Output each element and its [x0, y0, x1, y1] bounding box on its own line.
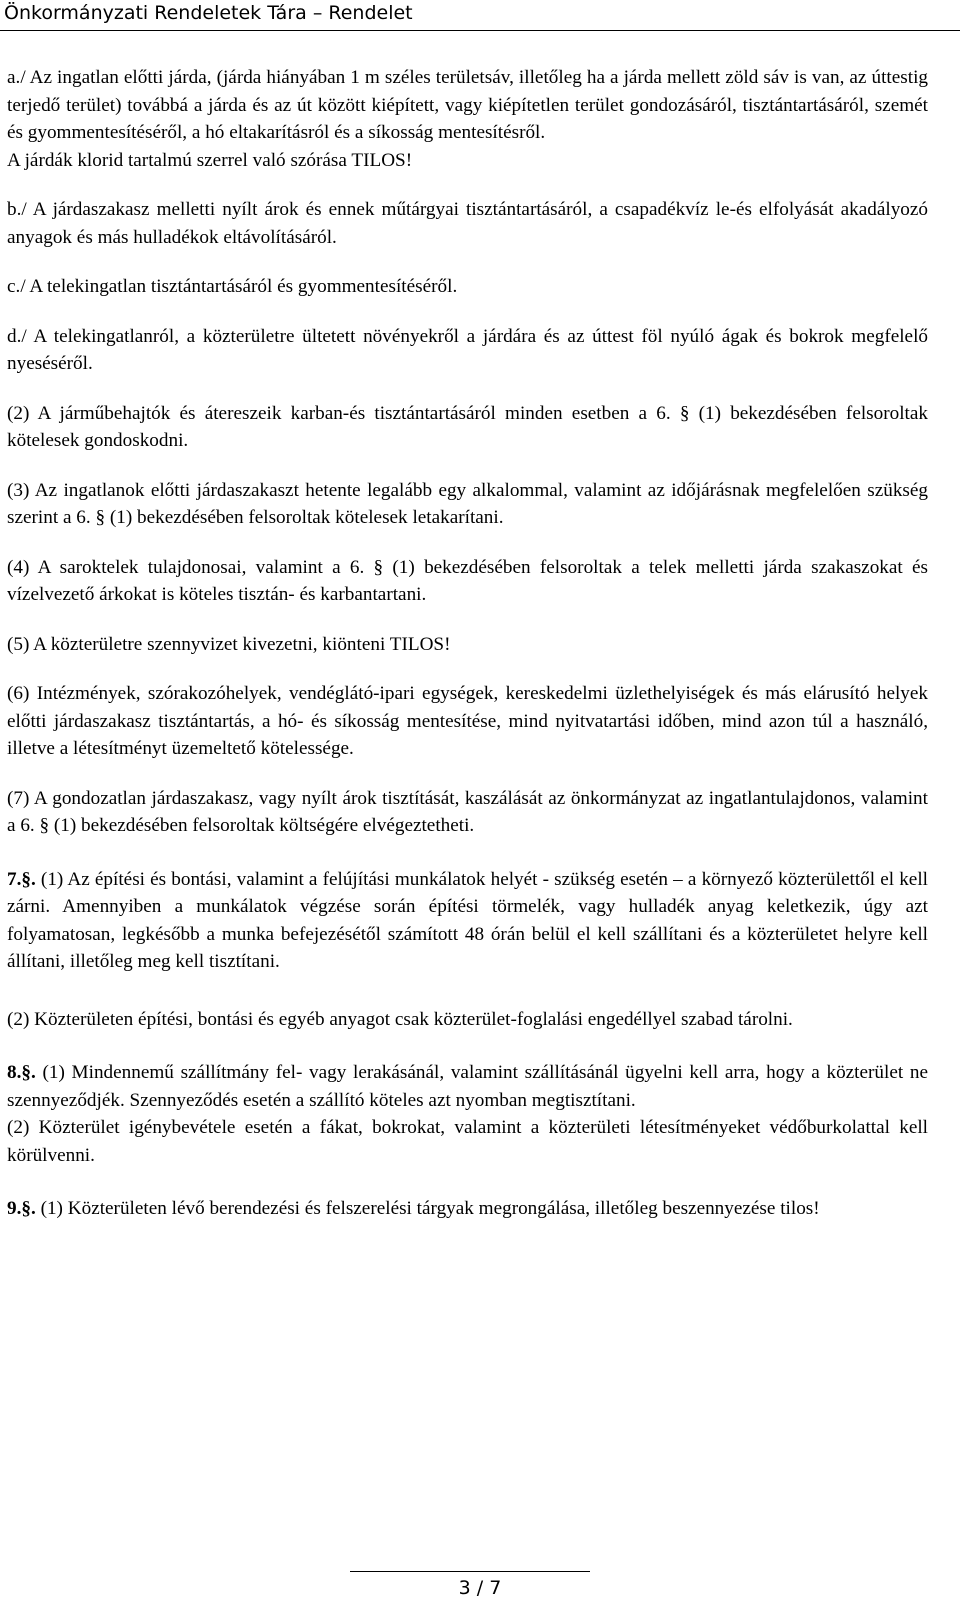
section-8-paragraph-2: (2) Közterület igénybevétele esetén a fákat, bokrokat, valamint a közterületi létesítményeket védőburkolattal kell körülvenni. [7, 1117, 928, 1166]
paragraph-b: b./ A járdaszakasz melletti nyílt árok és ennek műtárgyai tisztántartásáról, a csapadékvíz le-és elfolyását akadályozó anyagok és más hulladékok eltávolításáról. [7, 199, 928, 248]
section-9 [7, 1195, 928, 1223]
paragraph-7: (7) A gondozatlan járdaszakasz, vagy nyílt árok tisztítását, kaszálását az önkormányzat az ingatlantulajdonos, valamint a 6. § (1) bekezdésében felsoroltak költségére elvégeztetheti. [7, 787, 928, 836]
section-9-text: (1) Közterületen lévő berendezési és felszerelési tárgyak megrongálása, illetőleg beszennyezése tilos! [35, 1198, 820, 1219]
section-8 [7, 1059, 928, 1114]
section-9-number: 9.§. [7, 1198, 36, 1219]
paragraph-d: d./ A telekingatlanról, a közterületre ültetett növényekről a járdára és az úttest föl nyúló ágak és bokrok megfelelő nyeséséről. [7, 325, 928, 374]
page-number: 3 / 7 [458, 1577, 502, 1599]
paragraph-a-warning: A járdák klorid tartalmú szerrel való szórása TILOS! [7, 149, 413, 171]
footer-divider [350, 1571, 590, 1572]
section-7 [7, 866, 928, 976]
paragraph-c: c./ A telekingatlan tisztántartásáról és gyommentesítéséről. [7, 276, 458, 297]
section-7-paragraph-2: (2) Közterületen építési, bontási és egyéb anyagot csak közterület-foglalási engedéllyel szabad tárolni. [7, 1008, 793, 1030]
section-8-text: (1) Mindennemű szállítmány fel- vagy lerakásánál, valamint szállításánál ügyelni kell arra, hogy a közterület ne szennyeződjék. Szennyeződés esetén a szállító köteles azt nyomban megtisztítani. [7, 1062, 928, 1111]
paragraph-2: (2) A járműbehajtók és átereszeik karban-és tisztántartásáról minden esetben a 6. § (1) bekezdésében felsoroltak kötelesek gondoskodni. [7, 402, 928, 451]
paragraph-4: (4) A saroktelek tulajdonosai, valamint a 6. § (1) bekezdésében felsoroltak a telek melletti járda szakaszokat és vízelvezető árkokat is köteles tisztán- és karbantartani. [7, 556, 928, 605]
document-header [0, 0, 960, 31]
section-7-text: (1) Az építési és bontási, valamint a felújítási munkálatok helyét - szükség esetén – a környező közterülettől el kell zárni. Amennyiben a munkálatok végzése során építési törmelék, vagy hulladék anyag keletkezik, úgy azt folyamatosan, legkésőbb a munka befejezésétől számított 48 órán belül el kell szállítani és a közterületet helyre kell állítani, illetőleg meg kell tisztítani. [7, 868, 928, 972]
document-body [7, 64, 928, 1223]
paragraph-6: (6) Intézmények, szórakozóhelyek, vendéglátó-ipari egységek, kereskedelmi üzlethelyiségek és más elárusító helyek előtti járdaszakasz tisztántartás, a hó- és síkosság mentesítése, mind nyitvatartási időben, mind azon túl a használó, illetve a létesítményt üzemeltető kötelessége. [7, 683, 928, 759]
paragraph-3: (3) Az ingatlanok előtti járdaszakaszt hetente legalább egy alkalommal, valamint az időjárásnak megfelelően szükség szerint a 6. § (1) bekezdésében felsoroltak kötelesek letakarítani. [7, 479, 928, 528]
paragraph-5: (5) A közterületre szennyvizet kivezetni, kiönteni TILOS! [7, 633, 451, 655]
section-7-number: 7.§. [7, 868, 36, 890]
paragraph-a: a./ Az ingatlan előtti járda, (járda hiányában 1 m széles területsáv, illetőleg ha a járda mellett zöld sáv is van, az úttestig terjedő terület) továbbá a járda és az út között kiépített, vagy kiépítetlen terület gondozásáról, tisztántartásáról, szemét és gyommentesítéséről, a hó eltakarításról és a síkosság mentesítésről. [7, 67, 928, 143]
header-title: Önkormányzati Rendeletek Tára – Rendelet [4, 2, 413, 24]
section-8-number: 8.§. [7, 1062, 36, 1083]
